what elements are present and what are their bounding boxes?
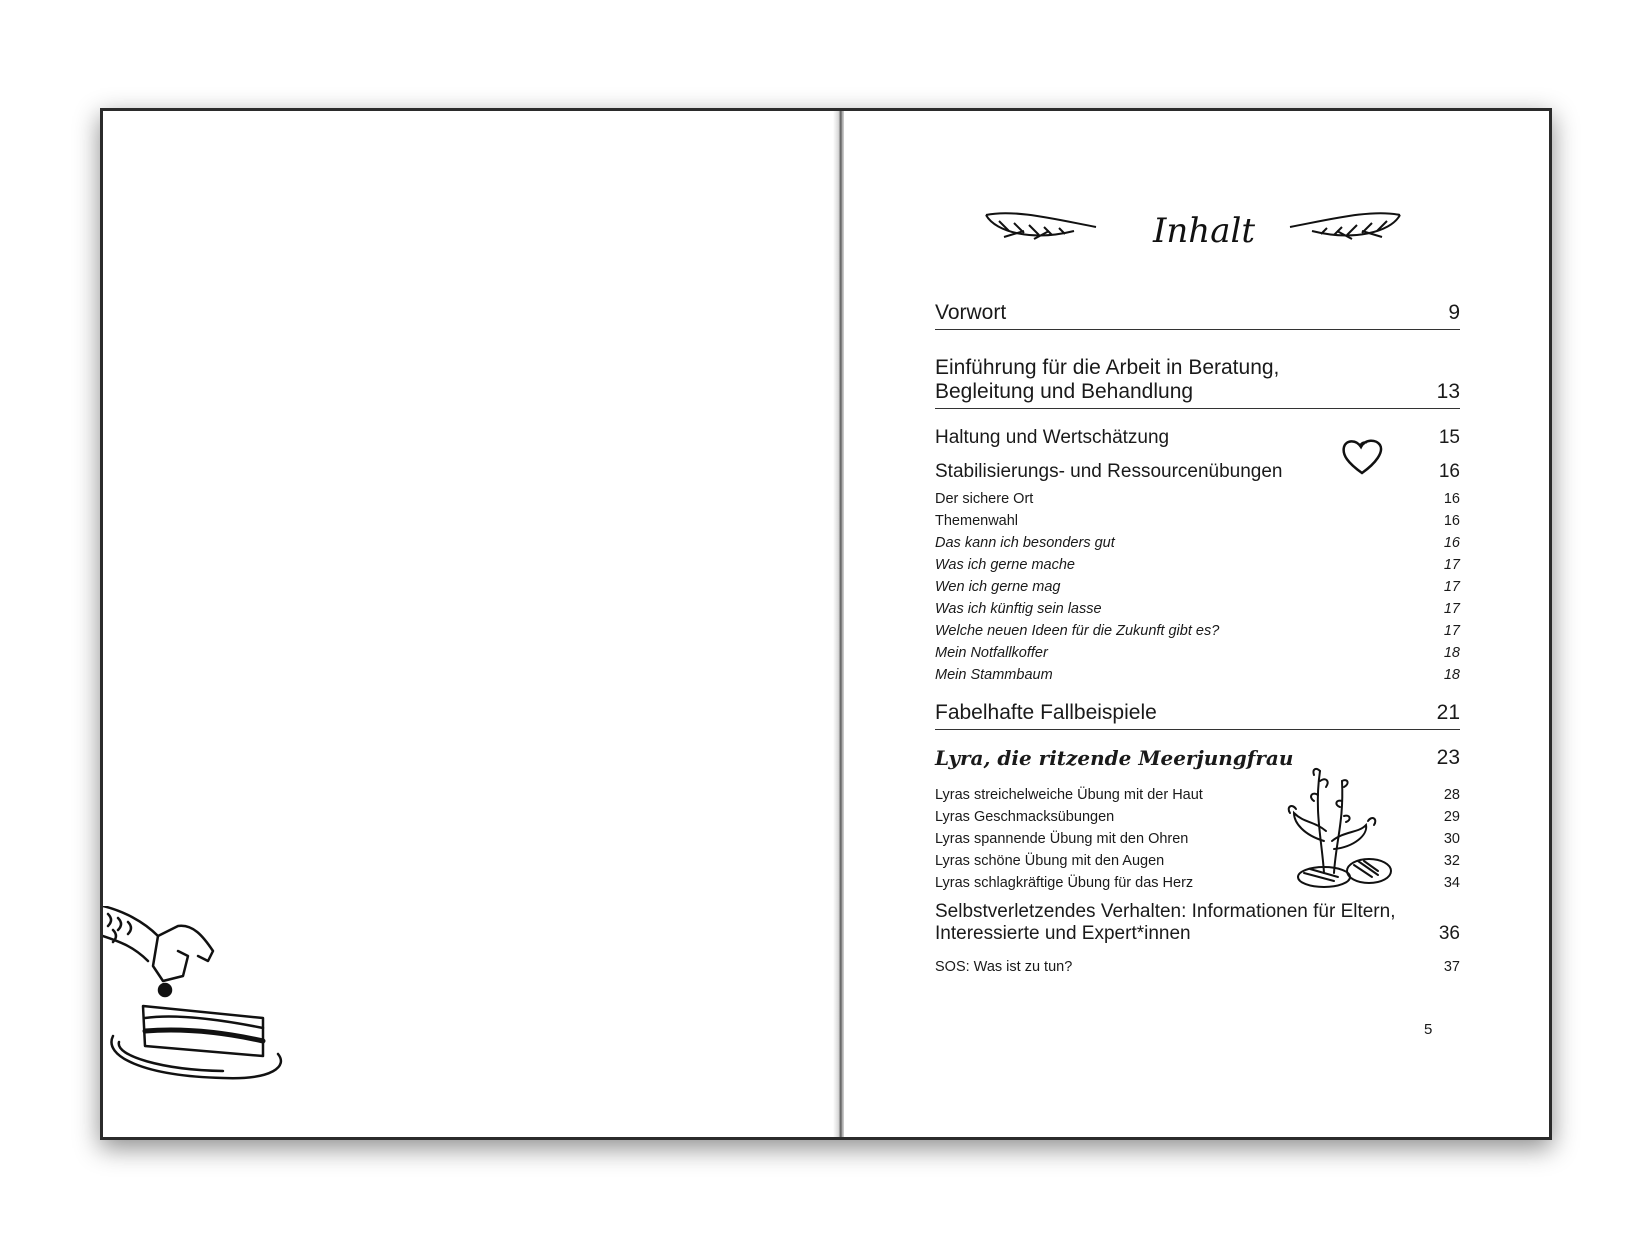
feather-right-icon (1287, 211, 1402, 251)
toc-entry-sub-italic[interactable] (935, 645, 1460, 661)
toc-entry-sub[interactable] (935, 831, 1460, 847)
toc-entry-page: 17 (1443, 579, 1460, 595)
toc-entry-sub-italic[interactable] (935, 601, 1460, 617)
left-page (103, 111, 836, 1137)
toc-entry-title: Der sichere Ort (935, 491, 1034, 507)
toc-entry-page: 9 (1448, 301, 1460, 324)
toc-entry-title: Vorwort (935, 301, 1007, 324)
toc-entry-title: Fabelhafte Fallbeispiele (935, 701, 1157, 724)
mermaid-hand-cake-illustration (103, 906, 293, 1096)
toc-entry-title: Mein Stammbaum (935, 667, 1053, 683)
toc-entry-page: 37 (1443, 959, 1460, 975)
toc-entry-sub[interactable] (935, 787, 1460, 803)
toc-entry-title: Stabilisierungs- und Ressourcenübungen (935, 461, 1283, 482)
toc-entry-title-line1: Einführung für die Arbeit in Beratung, (935, 356, 1280, 379)
toc-entry-title-line2: Interessierte und Expert*innen (935, 923, 1191, 944)
toc-entry-page: 16 (1443, 491, 1460, 507)
toc-entry-vorwort[interactable] (935, 301, 1460, 330)
toc-entry-title: Lyras spannende Übung mit den Ohren (935, 831, 1189, 847)
toc-entry-page: 16 (1443, 535, 1460, 551)
toc-entry-title: SOS: Was ist zu tun? (935, 959, 1073, 975)
page-number: 5 (1424, 1021, 1433, 1038)
toc-entry-page: 28 (1443, 787, 1460, 803)
toc-entry-page: 16 (1438, 461, 1460, 482)
toc-entry-page: 18 (1443, 645, 1460, 661)
toc-entry-title: Das kann ich besonders gut (935, 535, 1115, 551)
toc-entry-title: Mein Notfallkoffer (935, 645, 1048, 661)
toc-entry-page: 17 (1443, 557, 1460, 573)
toc-entry-sub[interactable] (935, 853, 1460, 869)
toc-entry-title: Lyras schlagkräftige Übung für das Herz (935, 875, 1194, 891)
toc-entry-title: Was ich gerne mache (935, 557, 1075, 573)
toc-entry-title-line1: Selbstverletzendes Verhalten: Informationen für Eltern, (935, 901, 1396, 922)
toc-entry-page: 17 (1443, 601, 1460, 617)
heart-icon (1340, 437, 1384, 477)
toc-entry-fallbeispiele[interactable] (935, 701, 1460, 730)
plant-icon (1284, 761, 1394, 891)
toc-entry-title: Lyras Geschmacksübungen (935, 809, 1115, 825)
toc-entry-sub-italic[interactable] (935, 557, 1460, 573)
toc-entry-title: Lyras streichelweiche Übung mit der Haut (935, 787, 1203, 803)
toc-entry-title (935, 901, 1395, 945)
toc-entry-page: 32 (1443, 853, 1460, 869)
toc-entry-page: 34 (1443, 875, 1460, 891)
toc-entry-title (935, 356, 1279, 404)
toc-entry-sub[interactable] (935, 809, 1460, 825)
toc-entry-sub[interactable] (935, 513, 1460, 529)
toc-entry-page: 15 (1438, 427, 1460, 448)
toc-entry-title: Lyras schöne Übung mit den Augen (935, 853, 1165, 869)
toc-entry-page: 17 (1443, 623, 1460, 639)
feather-left-icon (984, 211, 1099, 251)
toc-entry-title: Themenwahl (935, 513, 1019, 529)
toc-entry-sub[interactable] (935, 875, 1460, 891)
book-spread (100, 108, 1552, 1140)
toc-entry-title: Haltung und Wertschätzung (935, 427, 1170, 448)
toc-title-row (984, 201, 1404, 265)
toc-entry-sub-italic[interactable] (935, 623, 1460, 639)
toc-entry-sub-italic[interactable] (935, 667, 1460, 683)
toc-entry-page: 23 (1436, 746, 1460, 769)
right-page-table-of-contents (844, 111, 1549, 1137)
toc-entry-title: Lyra, die ritzende Meerjungfrau (935, 746, 1294, 770)
toc-entry-page: 21 (1436, 701, 1460, 724)
toc-entry-einfuehrung[interactable] (935, 356, 1460, 409)
toc-entry-sub-italic[interactable] (935, 579, 1460, 595)
toc-entry-page: 30 (1443, 831, 1460, 847)
toc-entry-selbstverletzung[interactable] (935, 901, 1460, 945)
toc-entry-sos[interactable] (935, 959, 1460, 975)
toc-entry-page: 13 (1436, 380, 1460, 403)
toc-entry-title: Was ich künftig sein lasse (935, 601, 1102, 617)
toc-entry-page: 36 (1438, 923, 1460, 944)
toc-entry-page: 18 (1443, 667, 1460, 683)
toc-title: Inhalt (1152, 211, 1256, 251)
toc-entry-title: Wen ich gerne mag (935, 579, 1061, 595)
toc-entry-page: 29 (1443, 809, 1460, 825)
toc-entry-page: 16 (1443, 513, 1460, 529)
toc-entry-title: Welche neuen Ideen für die Zukunft gibt es? (935, 623, 1220, 639)
toc-entry-title-line2: Begleitung und Behandlung (935, 380, 1194, 403)
toc-entry-sub[interactable] (935, 491, 1460, 507)
toc-entry-sub-italic[interactable] (935, 535, 1460, 551)
